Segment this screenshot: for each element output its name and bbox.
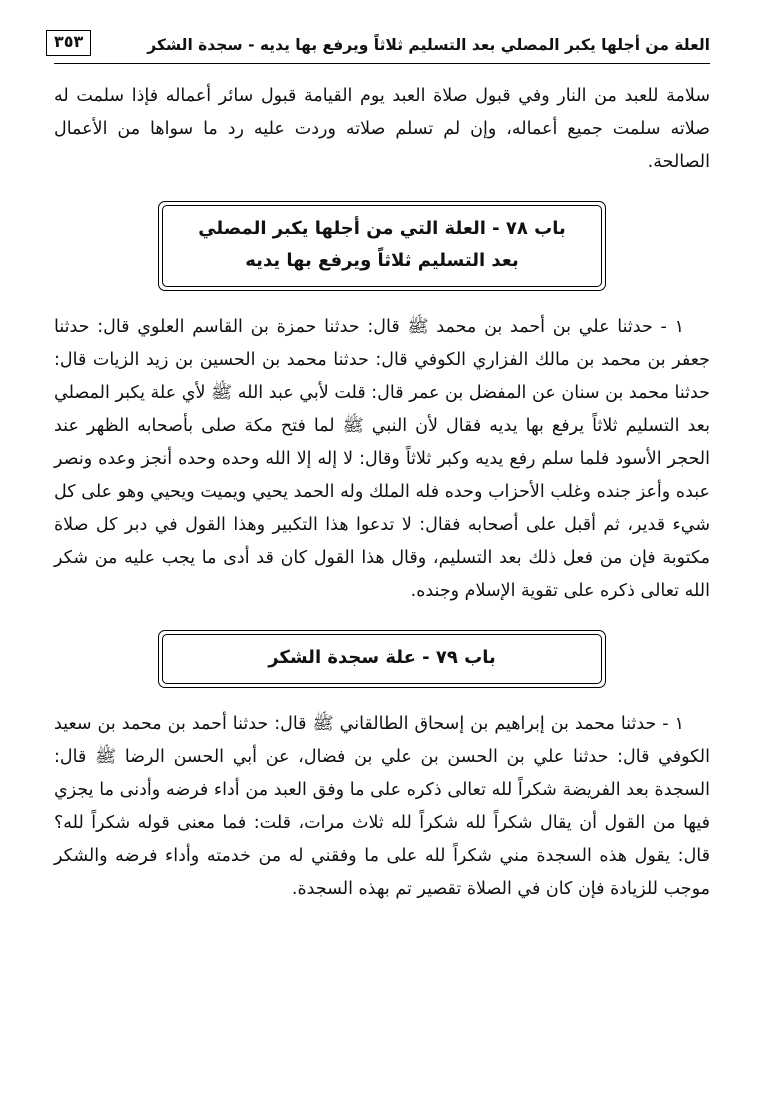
page-number-box xyxy=(46,30,91,56)
chapter-79-heading-box xyxy=(158,630,606,688)
chapter-78-heading-inner-frame xyxy=(162,205,602,287)
chapter-78-title-line2: بعد التسليم ثلاثاً ويرفع بها يديه xyxy=(245,250,519,271)
page-header xyxy=(54,30,710,56)
intro-paragraph: سلامة للعبد من النار وفي قبول صلاة العبد يوم القيامة قبول سائر أعماله فإذا سلمت له صلاته سلمت جميع أعماله، وإن لم تسلم صلاته وردت عليه رد ما سواها من الأعمال الصالحة. xyxy=(54,86,710,172)
chapter-78-heading-box xyxy=(158,201,606,291)
chapter-79-hadith-1: ١ - حدثنا محمد بن إبراهيم بن إسحاق الطالقاني ﷺ قال: حدثنا أحمد بن محمد بن سعيد الكوفي قال: حدثنا علي بن الحسن بن علي بن فضال، عن أبي الحسن الرضا ﷺ قال: السجدة بعد الفريضة شكراً لله تعالى ذكره على ما وفق العبد من أداء فرضه وأدنى ما يجزي فيها من القول أن يقال شكراً لله شكراً لله ثلاث مرات، قلت: فما معنى قوله شكراً لله؟ قال: يقول هذه السجدة مني شكراً لله على ما وفقني له من خدمته وأداء فرضه والشكر موجب للزيادة فإن كان في الصلاة تقصير تم بهذه السجدة. xyxy=(54,714,710,899)
running-title: العلة من أجلها يكبر المصلي بعد التسليم ثلاثاً ويرفع بها يديه - سجدة الشكر xyxy=(147,36,710,54)
header-rule xyxy=(54,63,710,64)
chapter-79-heading-inner-frame xyxy=(162,634,602,684)
chapter-78-hadith-1: ١ - حدثنا علي بن أحمد بن محمد ﷺ قال: حدثنا حمزة بن القاسم العلوي قال: حدثنا جعفر بن محمد بن مالك الفزاري الكوفي قال: حدثنا محمد بن الحسين بن زيد الزيات قال: حدثنا محمد بن سنان عن المفضل بن عمر قال: قلت لأبي عبد الله ﷺ لأي علة يكبر المصلي بعد التسليم ثلاثاً يرفع بها يديه فقال لأن النبي ﷺ لما فتح مكة صلى بأصحابه الظهر عند الحجر الأسود فلما سلم رفع يديه وكبر ثلاثاً وقال: لا إله إلا الله وحده وحده أنجز وعده ونصر عبده وأعز جنده وغلب الأحزاب وحده فله الملك وله الحمد يحيي ويميت ويحيي وهو على كل شيء قدير، ثم أقبل على أصحابه فقال: لا تدعوا هذا التكبير وهذا القول في دبر كل صلاة مكتوبة فإن من فعل ذلك بعد التسليم، وقال هذا القول كان قد أدى ما يجب عليه من شكر الله تعالى ذكره على تقوية الإسلام وجنده. xyxy=(54,317,710,601)
chapter-78-title-line1: باب ٧٨ - العلة التي من أجلها يكبر المصلي xyxy=(198,218,566,239)
chapter-79-title: باب ٧٩ - علة سجدة الشكر xyxy=(268,647,496,668)
page-number: ٣٥٣ xyxy=(54,32,84,51)
